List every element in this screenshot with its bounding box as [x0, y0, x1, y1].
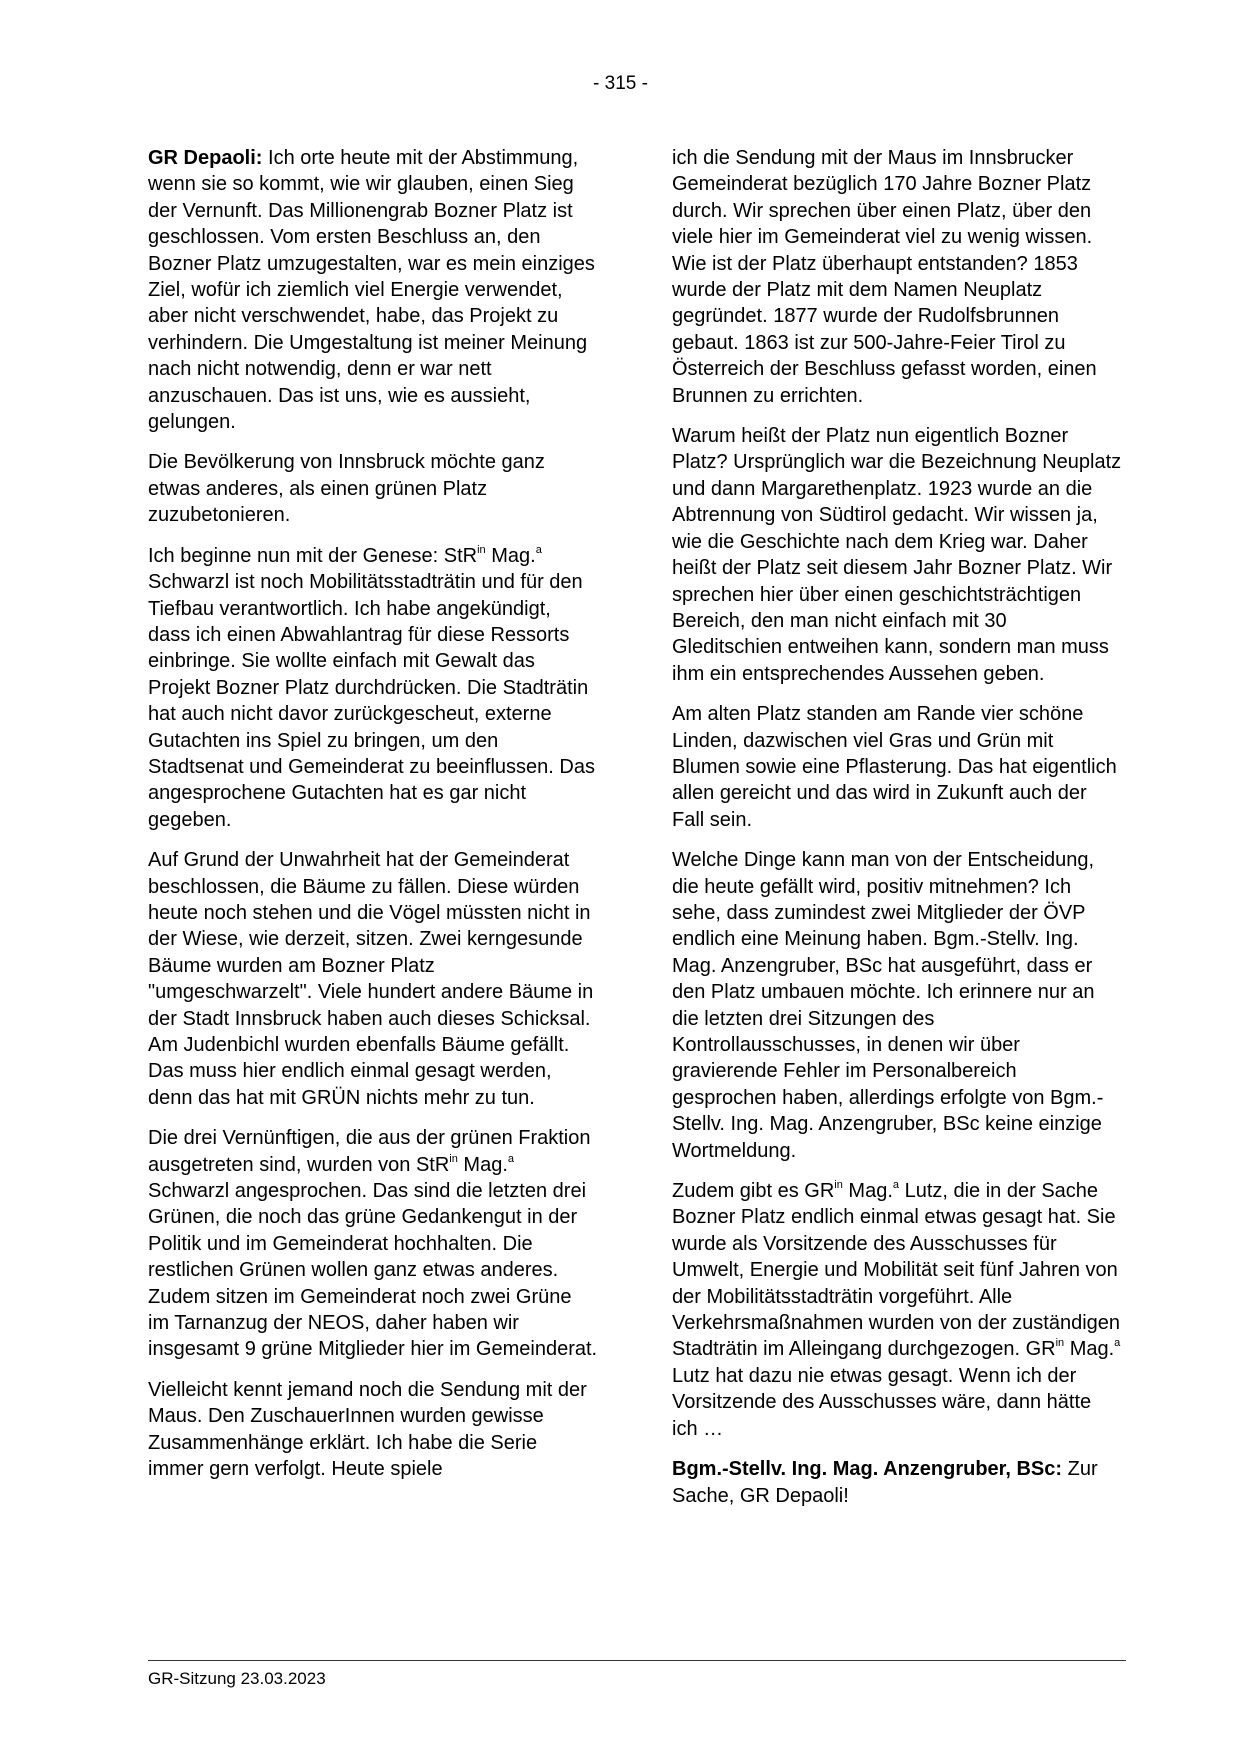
superscript: in [449, 1152, 458, 1165]
footer-divider [148, 1660, 1126, 1661]
paragraph [148, 543, 598, 833]
text-run: Die drei Vernünftigen, die aus der grünen Fraktion ausgetreten sind, wurden von StR [148, 1127, 591, 1176]
paragraph [148, 145, 598, 435]
paragraph [148, 1125, 598, 1363]
paragraph-text: Zur Sache, GR Depaoli! [672, 1458, 1098, 1507]
superscript: a [1114, 1337, 1121, 1350]
paragraph: Welche Dinge kann man von der Entscheidung, die heute gefällt wird, positiv mitnehmen? Ich sehe, dass zumindest zwei Mitglieder der ÖVP endlich eine Meinung haben. Bgm.-Stellv. Ing. Mag. Anzengruber, BSc hat ausgeführt, dass er den Platz umbauen möchte. Ich erinnere nur an die letzten drei Sitzungen des Kontrollausschusses, in denen wir über gravierende Fehler im Personalbereich gesprochen haben, allerdings erfolgte von Bgm.-Stellv. Ing. Mag. Anzengruber, BSc keine einzige Wortmeldung. [672, 849, 1104, 1162]
paragraph: Die Bevölkerung von Innsbruck möchte ganz etwas anderes, als einen grünen Platz zuzubetonieren. [148, 451, 545, 527]
text-run: Zudem gibt es GR [672, 1180, 835, 1203]
paragraph-text: Ich orte heute mit der Abstimmung, wenn sie so kommt, wie wir glauben, einen Sieg der Vernunft. Das Millionengrab Bozner Platz ist geschlossen. Vom ersten Beschluss an, den Bozner Platz umzugestalten, war es mein einziges Ziel, wofür ich ziemlich viel Energie verwendet, aber nicht verschwendet, habe, das Projekt zu verhindern. Die Umgestaltung ist meiner Meinung nach nicht notwendig, denn er war nett anzuschauen. Das ist uns, wie es aussieht, gelungen. [148, 147, 595, 434]
text-run: Lutz, die in der Sache Bozner Platz endlich einmal etwas gesagt hat. Sie wurde als Vorsitzende des Ausschusses für Umwelt, Energie und Mobilität seit fünf Jahren von der Mobilitätsstadträtin vorgeführt. Alle Verkehrsmaßnahmen wurden von der zuständigen Stadträtin im Alleingang durchgezogen. GR [672, 1180, 1121, 1361]
speaker-name: GR Depaoli: [148, 147, 263, 169]
text-run: Schwarzl ist noch Mobilitätsstadträtin und für den Tiefbau verantwortlich. Ich habe angekündigt, dass ich einen Abwahlantrag für diese Ressorts einbringe. Sie wollte einfach mit Gewalt das Projekt Bozner Platz durchdrücken. Die Stadträtin hat auch nicht davor zurückgescheut, externe Gutachten ins Spiel zu bringen, um den Stadtsenat und Gemeinderat zu beeinflussen. Das angesprochene Gutachten hat es gar nicht gegeben. [148, 571, 595, 831]
paragraph: ich die Sendung mit der Maus im Innsbrucker Gemeinderat bezüglich 170 Jahre Bozner Platz durch. Wir sprechen über einen Platz, über den viele hier im Gemeinderat viel zu wenig wissen. Wie ist der Platz überhaupt entstanden? 1853 wurde der Platz mit dem Namen Neuplatz gegründet. 1877 wurde der Rudolfsbrunnen gebaut. 1863 ist zur 500-Jahre-Feier Tirol zu Österreich der Beschluss gefasst worden, einen Brunnen zu errichten. [672, 147, 1097, 407]
paragraph: Am alten Platz standen am Rande vier schöne Linden, dazwischen viel Gras und Grün mit Blumen sowie eine Pflasterung. Das hat eigentlich allen gereicht und das wird in Zukunft auch der Fall sein. [672, 703, 1117, 831]
superscript: in [834, 1179, 843, 1192]
paragraph [672, 1456, 1122, 1509]
paragraph: Vielleicht kennt jemand noch die Sendung mit der Maus. Den ZuschauerInnen wurden gewisse Zusammenhänge erklärt. Ich habe die Serie immer gern verfolgt. Heute spiele [148, 1378, 587, 1481]
text-run: Lutz hat dazu nie etwas gesagt. Wenn ich der Vorsitzende des Ausschusses wäre, dann hätte ich … [672, 1364, 1092, 1440]
text-run: Schwarzl angesprochen. Das sind die letzten drei Grünen, die noch das grüne Gedankengut in der Politik und im Gemeinderat hochhalten. Die restlichen Grünen wollen ganz etwas anderes. Zudem sitzen im Gemeinderat noch zwei Grüne im Tarnanzug der NEOS, daher haben wir insgesamt 9 grüne Mitglieder hier im Gemeinderat. [148, 1180, 598, 1361]
text-run: Mag. [485, 544, 536, 567]
text-run: Ich beginne nun mit der Genese: StR [148, 544, 478, 567]
page-number: - 315 - [593, 73, 648, 94]
superscript: a [507, 1152, 515, 1165]
superscript: in [477, 543, 486, 556]
right-column [672, 145, 1122, 1523]
left-column [148, 145, 598, 1497]
superscript: in [1055, 1337, 1065, 1350]
superscript: a [535, 543, 542, 556]
text-run: Mag. [1064, 1338, 1115, 1361]
paragraph: Auf Grund der Unwahrheit hat der Gemeinderat beschlossen, die Bäume zu fällen. Diese würden heute noch stehen und die Vögel müssten nicht in der Wiese, wie derzeit, sitzen. Zwei kerngesunde Bäume wurden am Bozner Platz "umgeschwarzelt". Viele hundert andere Bäume in der Stadt Innsbruck haben auch dieses Schicksal. Am Judenbichl wurden ebenfalls Bäume gefällt. Das muss hier endlich einmal gesagt werden, denn das hat mit GRÜN nichts mehr zu tun. [148, 849, 594, 1109]
text-run: Mag. [842, 1180, 893, 1203]
paragraph [672, 1178, 1122, 1442]
paragraph: Warum heißt der Platz nun eigentlich Bozner Platz? Ursprünglich war die Bezeichnung Neuplatz und dann Margarethenplatz. 1923 wurde an die Abtrennung von Südtirol gedacht. Wir wissen ja, wie die Geschichte nach dem Krieg war. Daher heißt der Platz seit diesem Jahr Bozner Platz. Wir sprechen hier über einen geschichtsträchtigen Bereich, den man nicht einfach mit 30 Gleditschien entweihen kann, sondern man muss ihm ein entsprechendes Aussehen geben. [672, 425, 1122, 685]
footer-session-date: GR-Sitzung 23.03.2023 [148, 1669, 326, 1688]
superscript: a [892, 1179, 900, 1192]
text-run: Mag. [457, 1153, 508, 1176]
speaker-name: Bgm.-Stellv. Ing. Mag. Anzengruber, BSc: [672, 1458, 1063, 1481]
